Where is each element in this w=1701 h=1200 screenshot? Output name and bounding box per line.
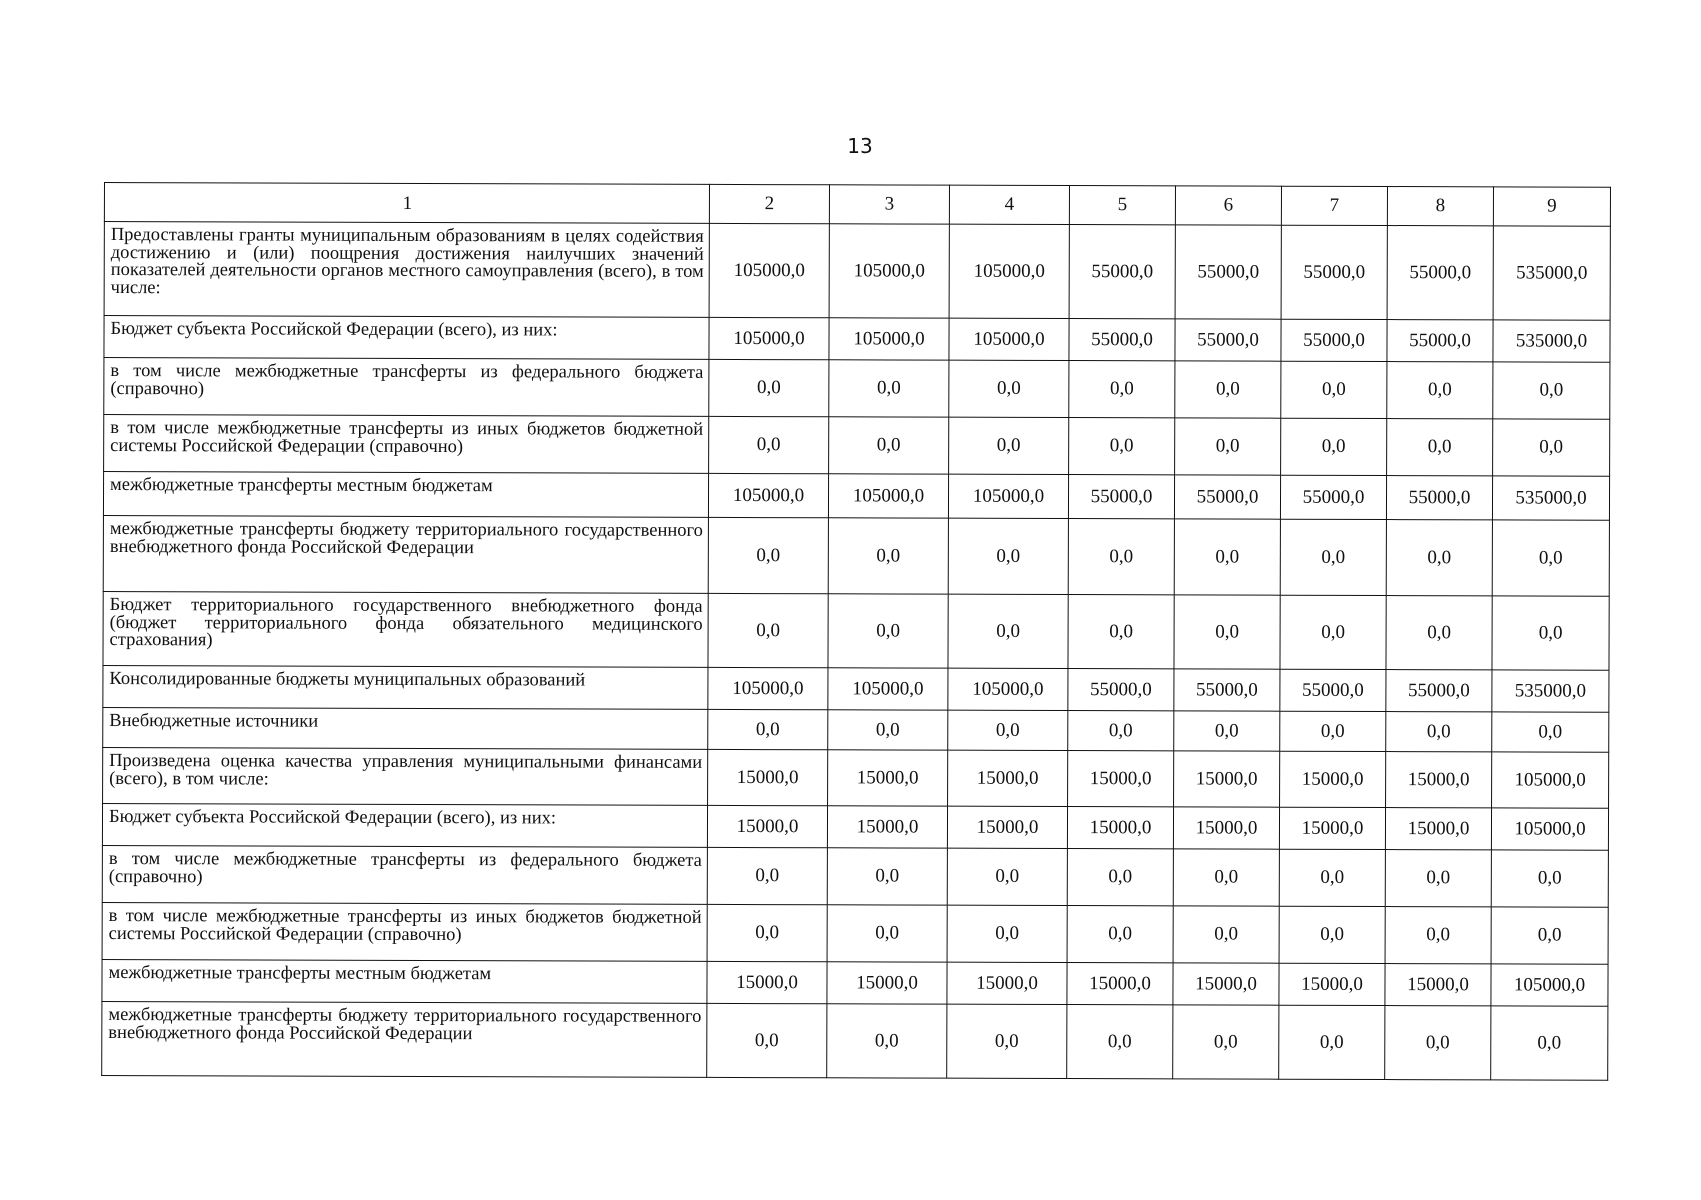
table-row	[102, 1001, 1608, 1080]
cell-value: 0,0	[1491, 907, 1608, 964]
cell-value: 0,0	[1493, 362, 1610, 419]
column-header: 7	[1281, 186, 1387, 225]
row-label: в том числе межбюджетные трансферты из иных бюджетов бюджетной системы Российской Федерации (справочно)	[102, 902, 707, 961]
cell-value: 55000,0	[1386, 476, 1492, 520]
cell-value: 15000,0	[707, 805, 827, 847]
table-row	[102, 902, 1608, 964]
cell-value: 0,0	[1174, 711, 1280, 751]
cell-value: 0,0	[707, 904, 827, 961]
cell-value: 55000,0	[1387, 226, 1493, 320]
row-label: Бюджет субъекта Российской Федерации (всего), из них:	[104, 316, 709, 360]
cell-value: 0,0	[1492, 520, 1609, 596]
cell-value: 15000,0	[947, 962, 1067, 1004]
cell-value: 55000,0	[1280, 475, 1386, 519]
table-row	[104, 358, 1610, 420]
row-label: в том числе межбюджетные трансферты из иных бюджетов бюджетной системы Российской Федерации (справочно)	[104, 415, 709, 474]
cell-value: 15000,0	[708, 749, 828, 805]
cell-value: 0,0	[827, 848, 947, 905]
cell-value: 0,0	[1173, 1005, 1279, 1079]
row-label: межбюджетные трансферты бюджету территориального государственного внебюджетного фонда Российской Федерации	[103, 515, 708, 593]
column-header: 5	[1069, 186, 1175, 225]
cell-value: 0,0	[948, 710, 1068, 750]
cell-value: 0,0	[1174, 519, 1280, 595]
cell-value: 105000,0	[1491, 808, 1608, 850]
cell-value: 535000,0	[1492, 476, 1609, 520]
row-label: межбюджетные трансферты местным бюджетам	[102, 959, 707, 1003]
cell-value: 0,0	[827, 1004, 947, 1078]
cell-value: 0,0	[828, 518, 948, 594]
cell-value: 0,0	[949, 417, 1069, 474]
cell-value: 105000,0	[948, 668, 1068, 710]
header-row	[104, 183, 1610, 227]
cell-value: 0,0	[709, 359, 829, 416]
cell-value: 15000,0	[1068, 751, 1174, 807]
cell-value: 15000,0	[1385, 964, 1491, 1006]
cell-value: 0,0	[1280, 519, 1386, 595]
cell-value: 0,0	[1491, 850, 1608, 907]
cell-value: 0,0	[828, 710, 948, 750]
cell-value: 0,0	[1386, 712, 1492, 752]
cell-value: 0,0	[949, 360, 1069, 417]
cell-value: 15000,0	[1386, 752, 1492, 808]
cell-value: 55000,0	[1068, 669, 1174, 711]
cell-value: 105000,0	[708, 667, 828, 709]
cell-value: 0,0	[947, 905, 1067, 962]
cell-value: 535000,0	[1493, 226, 1610, 320]
cell-value: 0,0	[1067, 1005, 1173, 1079]
table-row	[103, 665, 1609, 712]
cell-value: 15000,0	[1385, 808, 1491, 850]
cell-value: 0,0	[1385, 907, 1491, 964]
cell-value: 55000,0	[1281, 225, 1387, 319]
cell-value: 0,0	[1173, 906, 1279, 963]
cell-value: 0,0	[1386, 596, 1492, 670]
cell-value: 0,0	[1174, 595, 1280, 669]
cell-value: 0,0	[1175, 418, 1281, 475]
cell-value: 105000,0	[828, 668, 948, 710]
table-row	[104, 415, 1610, 477]
cell-value: 0,0	[708, 709, 828, 749]
cell-value: 0,0	[708, 517, 828, 593]
cell-value: 105000,0	[1492, 752, 1609, 808]
cell-value: 55000,0	[1280, 669, 1386, 711]
cell-value: 0,0	[1280, 711, 1386, 751]
cell-value: 105000,0	[829, 318, 949, 360]
table-row	[104, 222, 1610, 321]
row-label: Бюджет субъекта Российской Федерации (всего), из них:	[102, 803, 707, 847]
cell-value: 15000,0	[1173, 807, 1279, 849]
cell-value: 15000,0	[1174, 751, 1280, 807]
cell-value: 55000,0	[1174, 475, 1280, 519]
cell-value: 55000,0	[1175, 319, 1281, 361]
row-label: межбюджетные трансферты бюджету территориального государственного внебюджетного фонда Российской Федерации	[102, 1001, 707, 1077]
cell-value: 0,0	[1067, 849, 1173, 906]
cell-value: 0,0	[1385, 850, 1491, 907]
cell-value: 0,0	[1281, 361, 1387, 418]
cell-value: 0,0	[1280, 595, 1386, 669]
cell-value: 105000,0	[948, 474, 1068, 518]
cell-value: 55000,0	[1174, 669, 1280, 711]
table-row	[103, 707, 1609, 752]
cell-value: 0,0	[1069, 418, 1175, 475]
cell-value: 0,0	[1068, 711, 1174, 751]
cell-value: 0,0	[948, 518, 1068, 594]
cell-value: 15000,0	[707, 961, 827, 1003]
row-label: Внебюджетные источники	[103, 707, 708, 749]
cell-value: 105000,0	[709, 317, 829, 359]
cell-value: 535000,0	[1492, 670, 1609, 712]
cell-value: 0,0	[1067, 906, 1173, 963]
cell-value: 0,0	[827, 905, 947, 962]
cell-value: 0,0	[829, 417, 949, 474]
cell-value: 0,0	[947, 848, 1067, 905]
cell-value: 0,0	[1387, 419, 1493, 476]
cell-value: 0,0	[707, 1003, 827, 1077]
cell-value: 0,0	[707, 847, 827, 904]
column-header: 3	[829, 185, 949, 224]
cell-value: 0,0	[1281, 418, 1387, 475]
cell-value: 15000,0	[1279, 963, 1385, 1005]
column-header: 2	[709, 184, 829, 223]
cell-value: 15000,0	[828, 750, 948, 806]
cell-value: 0,0	[709, 416, 829, 473]
cell-value: 0,0	[947, 1004, 1067, 1078]
cell-value: 0,0	[1491, 1006, 1608, 1080]
cell-value: 0,0	[1385, 1006, 1491, 1080]
cell-value: 105000,0	[1491, 964, 1608, 1006]
cell-value: 55000,0	[1175, 225, 1281, 319]
budget-table	[101, 182, 1611, 1081]
cell-value: 105000,0	[828, 474, 948, 518]
cell-value: 0,0	[948, 594, 1068, 668]
cell-value: 0,0	[708, 593, 828, 667]
cell-value: 15000,0	[1173, 963, 1279, 1005]
column-header: 4	[949, 185, 1069, 224]
cell-value: 0,0	[1279, 849, 1385, 906]
page-number: 13	[847, 134, 873, 158]
cell-value: 0,0	[1175, 361, 1281, 418]
row-label: межбюджетные трансферты местным бюджетам	[103, 472, 708, 518]
cell-value: 55000,0	[1069, 225, 1175, 319]
cell-value: 15000,0	[1067, 807, 1173, 849]
cell-value: 0,0	[1068, 519, 1174, 595]
table-row	[103, 515, 1609, 596]
column-header: 8	[1387, 187, 1493, 226]
cell-value: 15000,0	[827, 806, 947, 848]
cell-value: 0,0	[1069, 361, 1175, 418]
cell-value: 0,0	[829, 360, 949, 417]
cell-value: 55000,0	[1386, 670, 1492, 712]
cell-value: 0,0	[1492, 712, 1609, 752]
cell-value: 105000,0	[949, 318, 1069, 360]
cell-value: 0,0	[1493, 419, 1610, 476]
table-row	[102, 959, 1608, 1006]
cell-value: 0,0	[1492, 596, 1609, 670]
cell-value: 105000,0	[708, 473, 828, 517]
cell-value: 15000,0	[948, 750, 1068, 806]
cell-value: 105000,0	[829, 224, 949, 318]
table-row	[104, 316, 1610, 363]
row-label: Бюджет территориального государственного внебюджетного фонда (бюджет территориального фонда обязательного медицинского страхования)	[103, 591, 708, 667]
column-header: 9	[1493, 187, 1610, 226]
row-label: в том числе межбюджетные трансферты из федерального бюджета (справочно)	[104, 358, 709, 417]
table-row	[103, 591, 1609, 670]
cell-value: 15000,0	[947, 806, 1067, 848]
cell-value: 55000,0	[1068, 475, 1174, 519]
cell-value: 105000,0	[949, 224, 1069, 318]
cell-value: 0,0	[1279, 906, 1385, 963]
cell-value: 15000,0	[1280, 751, 1386, 807]
row-label: Консолидированные бюджеты муниципальных образований	[103, 665, 708, 709]
cell-value: 55000,0	[1281, 319, 1387, 361]
row-label: Предоставлены гранты муниципальным образованиям в целях содействия достижению и (или) поощрения достижения наилучших значений показателей деятельности органов местного самоуправления (всего), в том числе:	[104, 222, 709, 318]
cell-value: 105000,0	[709, 223, 829, 317]
row-label: Произведена оценка качества управления муниципальными финансами (всего), в том числе:	[103, 747, 708, 805]
cell-value: 0,0	[1386, 520, 1492, 596]
column-header: 6	[1175, 186, 1281, 225]
cell-value: 55000,0	[1069, 319, 1175, 361]
cell-value: 0,0	[1279, 1005, 1385, 1079]
cell-value: 0,0	[1173, 849, 1279, 906]
cell-value: 15000,0	[827, 962, 947, 1004]
cell-value: 0,0	[828, 594, 948, 668]
column-header: 1	[104, 183, 709, 224]
cell-value: 535000,0	[1493, 320, 1610, 362]
cell-value: 0,0	[1068, 595, 1174, 669]
table-row	[103, 747, 1609, 808]
cell-value: 0,0	[1387, 362, 1493, 419]
table-row	[102, 803, 1608, 850]
cell-value: 15000,0	[1279, 807, 1385, 849]
table-row	[103, 472, 1609, 521]
table-row	[102, 845, 1608, 907]
row-label: в том числе межбюджетные трансферты из федерального бюджета (справочно)	[102, 845, 707, 904]
cell-value: 15000,0	[1067, 963, 1173, 1005]
cell-value: 55000,0	[1387, 320, 1493, 362]
